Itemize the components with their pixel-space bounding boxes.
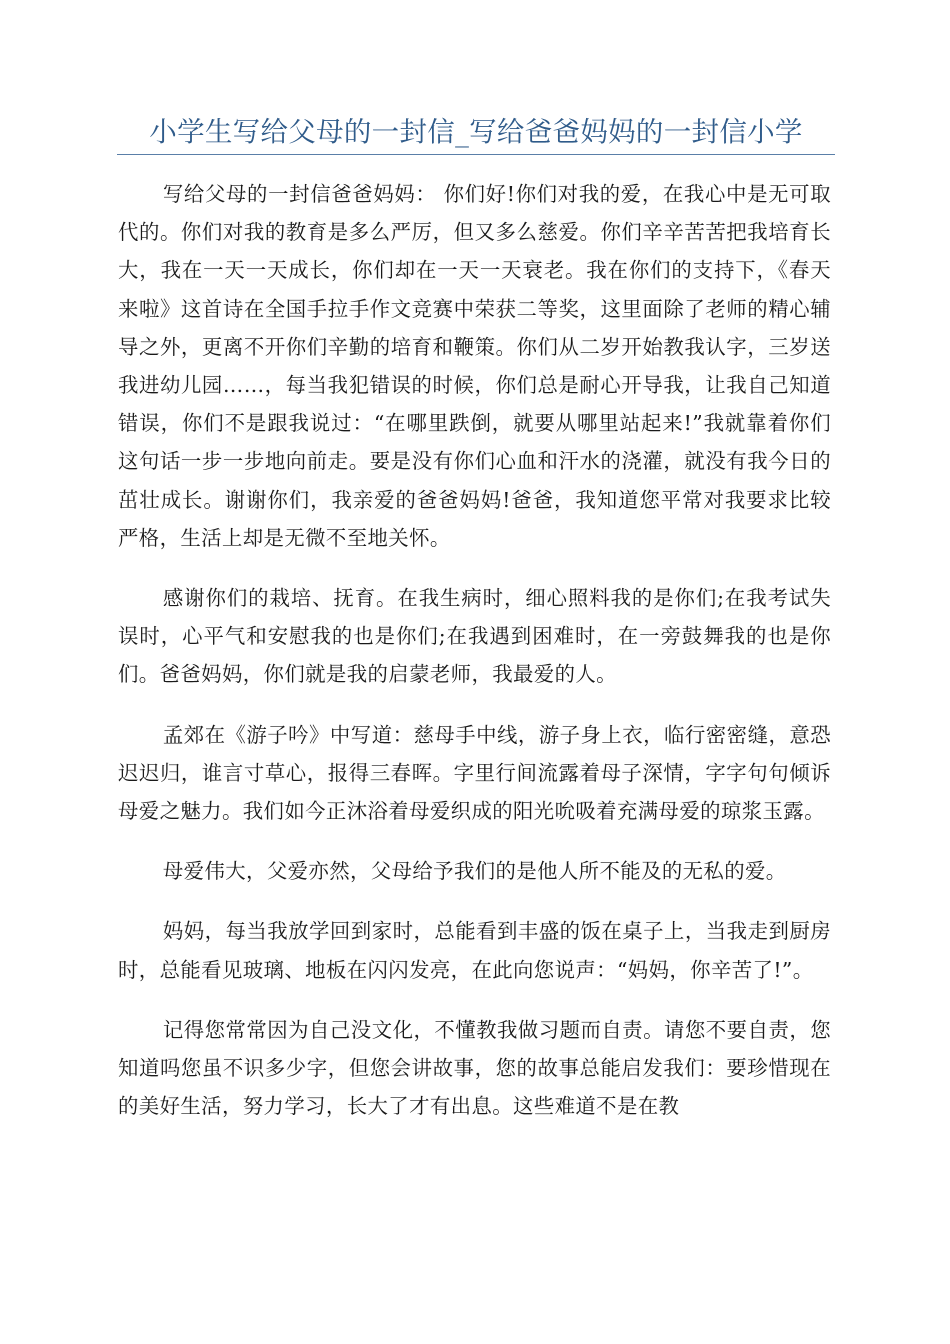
- paragraph-6: 记得您常常因为自己没文化，不懂教我做习题而自责。请您不要自责，您知道吗您虽不识多少字，但您会讲故事，您的故事总能启发我们：要珍惜现在的美好生活，努力学习，长大了才有出息。这些难道不是在教: [118, 1017, 831, 1119]
- paragraph-5: 妈妈，每当我放学回到家时，总能看到丰盛的饭在桌子上，当我走到厨房时，总能看见玻璃、地板在闪闪发亮，在此向您说声：“妈妈，你辛苦了!”。: [118, 919, 831, 982]
- letter-body: [118, 175, 831, 1147]
- title-underline: [117, 154, 835, 155]
- page-title: 小学生写给父母的一封信_写给爸爸妈妈的一封信小学: [149, 116, 803, 148]
- paragraph-3: 孟郊在《游子吟》中写道：慈母手中线，游子身上衣，临行密密缝，意恐迟迟归，谁言寸草心，报得三春晖。字里行间流露着母子深情，字字句句倾诉母爱之魅力。我们如今正沐浴着母爱织成的阳光吮吸着充满母爱的琼浆玉露。: [118, 722, 831, 824]
- paragraph-2: 感谢你们的栽培、抚育。在我生病时，细心照料我的是你们;在我考试失误时，心平气和安慰我的也是你们;在我遇到困难时，在一旁鼓舞我的也是你们。爸爸妈妈，你们就是我的启蒙老师，我最爱的人。: [118, 586, 831, 687]
- paragraph-4: 母爱伟大，父爱亦然，父母给予我们的是他人所不能及的无私的爱。: [162, 859, 787, 884]
- paragraph-1: 写给父母的一封信爸爸妈妈： 你们好!你们对我的爱，在我心中是无可取代的。你们对我的教育是多么严厉，但又多么慈爱。你们辛辛苦苦把我培育长大，我在一天一天成长，你们却在一天一天衰老。我在你们的支持下，《春天来啦》这首诗在全国手拉手作文竞赛中荣获二等奖，这里面除了老师的精心辅导之外，更离不开你们辛勤的培育和鞭策。你们从二岁开始教我认字，三岁送我进幼儿园……，每当我犯错误的时候，你们总是耐心开导我，让我自己知道错误，你们不是跟我说过：“在哪里跌倒，就要从哪里站起来!”我就靠着你们这句话一步一步地向前走。要是没有你们心血和汗水的浇灌，就没有我今日的茁壮成长。谢谢你们，我亲爱的爸爸妈妈!爸爸，我知道您平常对我要求比较严格，生活上却是无微不至地关怀。: [118, 182, 831, 550]
